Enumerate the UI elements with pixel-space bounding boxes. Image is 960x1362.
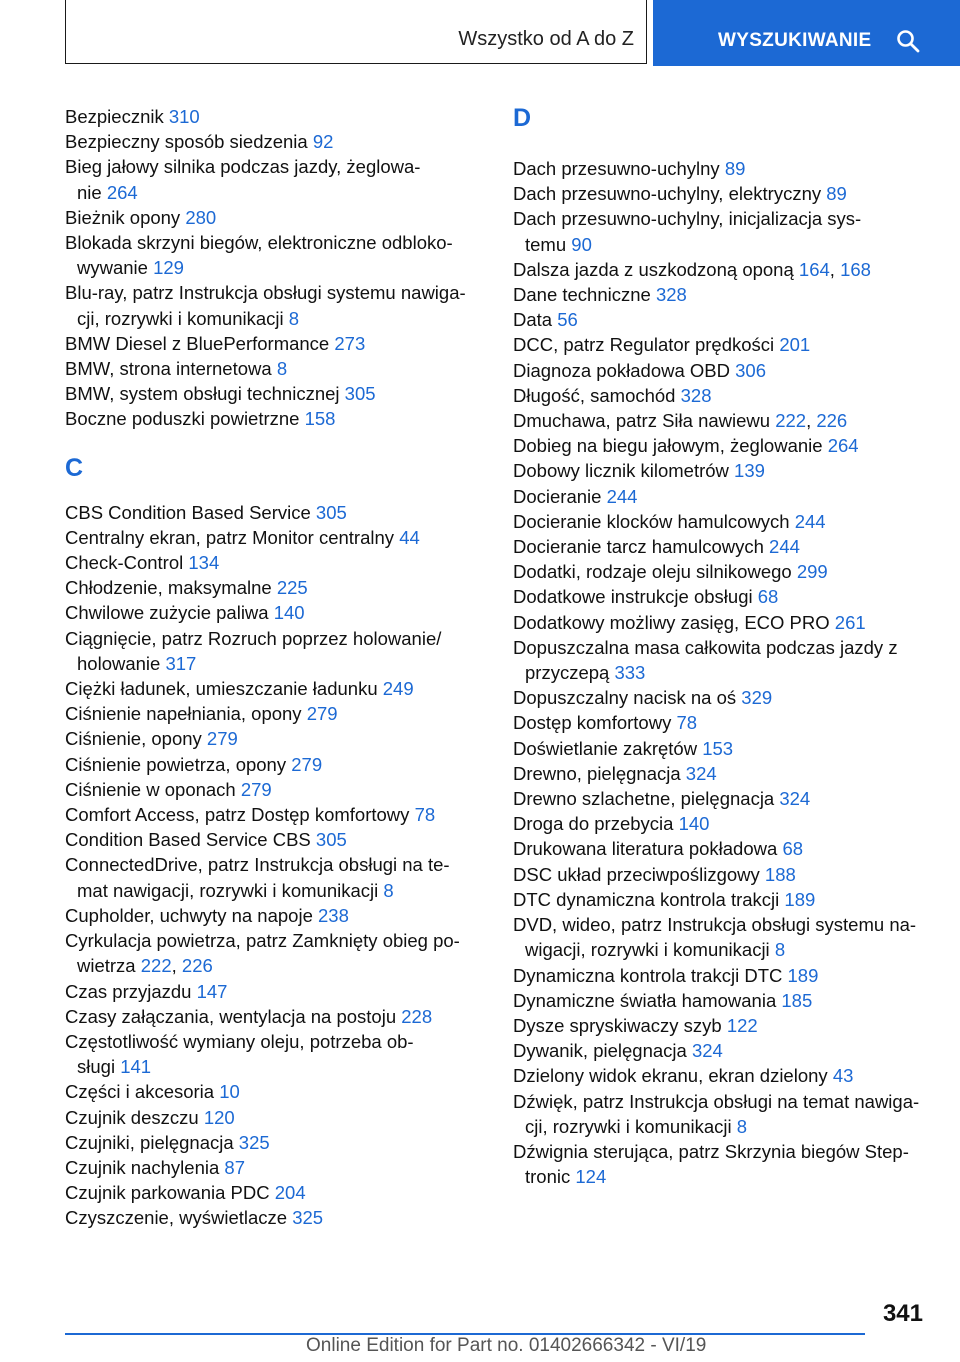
index-column-left	[65, 104, 485, 1231]
page-separator: ,	[171, 955, 182, 977]
entry-text: DSC układ przeciwpoślizgowy	[513, 863, 765, 885]
entry-text: Centralny ekran, patrz Monitor centralny	[65, 526, 400, 548]
page-link[interactable]: 244	[794, 510, 826, 532]
entry-text: Czujnik deszczu	[65, 1106, 204, 1128]
entry-text: Dopuszczalna masa całkowita podczas jazdy z	[513, 636, 898, 658]
page-link[interactable]: 8	[276, 358, 288, 380]
index-entry	[65, 979, 485, 1004]
index-entry	[513, 963, 943, 988]
index-entry	[513, 307, 943, 332]
entry-text: Docieranie tarcz hamulcowych	[513, 536, 770, 558]
page-link[interactable]: 43	[832, 1065, 854, 1087]
page-link[interactable]: 140	[273, 602, 305, 624]
entry-text: Boczne poduszki powietrzne	[65, 408, 305, 430]
index-column-right	[513, 104, 943, 1189]
page-link[interactable]: 306	[735, 359, 767, 381]
page-link[interactable]: 279	[240, 778, 272, 800]
index-entry	[65, 104, 485, 129]
index-entry	[65, 1205, 485, 1230]
page-link[interactable]: 280	[185, 206, 217, 228]
entry-text: Dźwignia sterująca, patrz Skrzynia biegów Step-	[513, 1140, 909, 1162]
entry-text: Dodatkowe instrukcje obsługi	[513, 586, 758, 608]
index-entry	[65, 550, 485, 575]
index-entry	[65, 525, 485, 550]
entry-text-cont: cji, rozrywki i komunikacji	[525, 1115, 737, 1137]
page-link[interactable]: 8	[774, 939, 786, 961]
page-link[interactable]: 92	[312, 131, 334, 153]
index-entry	[513, 710, 943, 735]
index-entry	[513, 1038, 943, 1063]
entry-text: ConnectedDrive, patrz Instrukcja obsługi na te-	[65, 854, 450, 876]
entry-text: Check-Control	[65, 552, 189, 574]
page-link[interactable]: 185	[781, 989, 813, 1011]
entry-text-cont: temu	[525, 233, 572, 255]
index-entry	[513, 736, 943, 761]
entry-text-cont: wigacji, rozrywki i komunikacji	[525, 939, 775, 961]
entry-text-cont: przyczepą	[525, 662, 615, 684]
entry-text: Dane techniczne	[513, 284, 656, 306]
entry-text-cont: mat nawigacji, rozrywki i komunikacji	[77, 879, 384, 901]
index-entry	[513, 811, 943, 836]
page-link[interactable]: 317	[165, 652, 197, 674]
page-link[interactable]: 222	[140, 955, 172, 977]
index-entry	[513, 408, 943, 433]
index-entry	[513, 458, 943, 483]
page-link[interactable]: 8	[383, 879, 394, 901]
entry-text: BMW, system obsługi technicznej	[65, 383, 345, 405]
index-entry	[65, 1079, 485, 1104]
page-link[interactable]: 299	[796, 561, 828, 583]
index-entry	[513, 358, 943, 383]
page-link[interactable]: 249	[382, 678, 414, 700]
page-link[interactable]: 226	[816, 410, 848, 432]
page-link[interactable]: 122	[726, 1014, 758, 1036]
entry-text: Dodatki, rodzaje oleju silnikowego	[513, 561, 797, 583]
index-entry	[513, 332, 943, 357]
index-entry	[65, 827, 485, 852]
entry-text: Dynamiczne światła hamowania	[513, 989, 782, 1011]
entry-text: CBS Condition Based Service	[65, 501, 316, 523]
index-entry	[65, 154, 485, 204]
entry-text: Cyrkulacja powietrza, patrz Zamknięty obieg po-	[65, 930, 460, 952]
entry-text-cont: holowanie	[77, 652, 166, 674]
entry-text: DTC dynamiczna kontrola trakcji	[513, 888, 785, 910]
page-link[interactable]: 228	[401, 1005, 433, 1027]
entry-text: Condition Based Service CBS	[65, 829, 316, 851]
page-link[interactable]: 120	[203, 1106, 235, 1128]
page-link[interactable]: 90	[571, 233, 592, 255]
entry-text: DCC, patrz Regulator prędkości	[513, 334, 780, 356]
page-link[interactable]: 273	[334, 332, 366, 354]
entry-text-cont: cji, rozrywki i komunikacji	[77, 307, 289, 329]
page-link[interactable]: 89	[724, 158, 746, 179]
entry-text: Częstotliwość wymiany oleju, potrzeba ob-	[65, 1030, 414, 1052]
page-link[interactable]: 141	[120, 1056, 152, 1078]
index-entry	[513, 610, 943, 635]
entry-continuation	[65, 878, 485, 903]
index-entry	[65, 1130, 485, 1155]
page-link[interactable]: 78	[414, 804, 436, 826]
page-link[interactable]: 310	[168, 106, 200, 127]
entry-text: Dalsza jazda z uszkodzoną oponą	[513, 258, 799, 280]
page-link[interactable]: 225	[276, 577, 308, 599]
page-link[interactable]: 189	[787, 964, 819, 986]
entry-text: Ciągnięcie, patrz Rozruch poprzez holowanie/	[65, 627, 442, 649]
page-link[interactable]: 189	[784, 888, 816, 910]
page-link[interactable]: 238	[318, 904, 349, 926]
entry-text: Dywanik, pielęgnacja	[513, 1040, 692, 1062]
entry-text-cont: wietrza	[77, 955, 141, 977]
a-to-z-tab-label: Wszystko od A do Z	[458, 28, 634, 50]
index-entry	[65, 676, 485, 701]
page-link[interactable]: 10	[219, 1081, 240, 1103]
entry-text: DVD, wideo, patrz Instrukcja obsługi systemu na-	[513, 914, 917, 936]
index-entry	[65, 205, 485, 230]
entry-text: Drukowana literatura pokładowa	[513, 838, 783, 860]
page-link[interactable]: 333	[614, 662, 646, 684]
entry-text-cont: sługi	[77, 1056, 121, 1078]
entry-text: Dobieg na biegu jałowym, żeglowanie	[513, 435, 828, 457]
index-entry	[513, 761, 943, 786]
page-link[interactable]: 305	[315, 829, 347, 851]
page-link[interactable]: 87	[224, 1156, 245, 1178]
entry-text: Czujnik parkowania PDC	[65, 1182, 275, 1204]
index-entry	[65, 777, 485, 802]
entry-text: BMW Diesel z BluePerformance	[65, 332, 335, 354]
entry-text: Dzielony widok ekranu, ekran dzielony	[513, 1065, 833, 1087]
entry-text: Dysze spryskiwaczy szyb	[513, 1014, 727, 1036]
index-entry	[513, 559, 943, 584]
entry-text: Dynamiczna kontrola trakcji DTC	[513, 964, 788, 986]
index-entry	[65, 575, 485, 600]
index-entry	[65, 1105, 485, 1130]
index-entry	[513, 1063, 943, 1088]
entry-text: Bezpieczny sposób siedzenia	[65, 131, 313, 153]
page-link[interactable]: 204	[274, 1182, 306, 1204]
page-link[interactable]: 56	[557, 309, 578, 331]
page-link[interactable]: 324	[691, 1040, 723, 1062]
page-link[interactable]: 324	[779, 788, 811, 810]
page-link[interactable]: 305	[344, 383, 376, 405]
entry-text: Chłodzenie, maksymalne	[65, 577, 277, 599]
entry-text: Dostęp komfortowy	[513, 712, 677, 734]
index-group-d	[513, 156, 943, 1189]
entry-continuation	[513, 232, 943, 257]
index-entry	[513, 685, 943, 710]
index-entry	[513, 156, 943, 181]
index-entry	[513, 584, 943, 609]
index-entry	[513, 862, 943, 887]
index-entry	[65, 701, 485, 726]
index-entry	[65, 280, 485, 330]
index-entry	[513, 912, 943, 962]
page-separator: ,	[829, 258, 841, 280]
entry-continuation	[65, 306, 485, 331]
entry-text: Bezpiecznik	[65, 106, 169, 127]
entry-continuation	[513, 660, 943, 685]
page-link[interactable]: 325	[238, 1131, 270, 1153]
index-group-b	[65, 104, 485, 432]
entry-text: Diagnoza pokładowa OBD	[513, 359, 736, 381]
page-link[interactable]: 124	[575, 1166, 607, 1188]
index-entry	[65, 726, 485, 751]
index-entry	[65, 406, 485, 431]
page-link[interactable]: 129	[153, 257, 184, 279]
index-entry	[513, 1089, 943, 1139]
entry-text: Bieg jałowy silnika podczas jazdy, żeglowa-	[65, 156, 421, 178]
index-entry	[513, 257, 943, 282]
a-to-z-tab[interactable]	[65, 0, 647, 64]
entry-continuation	[65, 255, 485, 280]
page-link[interactable]: 244	[769, 536, 800, 558]
index-entry	[65, 230, 485, 280]
entry-continuation	[65, 651, 485, 676]
page-link[interactable]: 244	[606, 485, 638, 507]
index-entry	[65, 1004, 485, 1029]
entry-text: Części i akcesoria	[65, 1081, 220, 1103]
section-letter-d: D	[513, 104, 532, 132]
entry-text: Czas przyjazdu	[65, 980, 197, 1002]
entry-text: Dopuszczalny nacisk na oś	[513, 687, 742, 709]
entry-text: Drewno szlachetne, pielęgnacja	[513, 788, 780, 810]
index-entry	[65, 600, 485, 625]
entry-continuation	[513, 1164, 943, 1189]
entry-text: Bieżnik opony	[65, 206, 186, 228]
page-link[interactable]: 325	[292, 1207, 324, 1229]
entry-text: Drewno, pielęgnacja	[513, 762, 686, 784]
entry-continuation	[513, 937, 943, 962]
entry-text-cont: tronic	[525, 1166, 576, 1188]
page-link[interactable]: 188	[764, 863, 796, 885]
index-entry	[513, 1139, 943, 1189]
entry-text: Docieranie klocków hamulcowych	[513, 510, 795, 532]
entry-text: Dźwięk, patrz Instrukcja obsługi na temat nawiga-	[513, 1090, 920, 1112]
page-separator: ,	[806, 410, 817, 432]
index-group-c	[65, 500, 485, 1231]
index-entry	[65, 1029, 485, 1079]
entry-continuation	[65, 1054, 485, 1079]
index-entry	[513, 282, 943, 307]
page-link[interactable]: 328	[655, 284, 687, 306]
section-letter-c: C	[65, 453, 84, 482]
index-entry	[65, 852, 485, 902]
index-entry	[513, 635, 943, 685]
entry-continuation	[513, 1114, 943, 1139]
entry-text: Comfort Access, patrz Dostęp komfortowy	[65, 804, 415, 826]
entry-continuation	[65, 953, 485, 978]
page-link[interactable]: 8	[736, 1115, 748, 1137]
entry-text: Chwilowe zużycie paliwa	[65, 602, 274, 624]
index-entry	[513, 433, 943, 458]
page-link[interactable]: 328	[680, 384, 712, 406]
index-entry	[513, 383, 943, 408]
index-entry	[65, 1155, 485, 1180]
index-entry	[513, 1013, 943, 1038]
page-link[interactable]: 153	[702, 737, 734, 759]
index-entry	[65, 1180, 485, 1205]
entry-text: Ciśnienie, opony	[65, 728, 207, 750]
index-entry	[513, 206, 943, 256]
page-number: 341	[882, 1300, 923, 1327]
entry-text: Ciśnienie w oponach	[65, 778, 241, 800]
page-link[interactable]: 264	[106, 181, 138, 203]
index-entry	[513, 181, 943, 206]
entry-text: Blu-ray, patrz Instrukcja obsługi systemu nawiga-	[65, 282, 466, 304]
entry-text: Dmuchawa, patrz Siła nawiewu	[513, 410, 776, 432]
entry-text: Droga do przebycia	[513, 813, 679, 835]
index-entry	[65, 129, 485, 154]
entry-text: Dach przesuwno-uchylny, inicjalizacja sys-	[513, 208, 862, 230]
page-link[interactable]: 329	[741, 687, 773, 709]
page-link[interactable]: 222	[775, 410, 807, 432]
search-icon	[896, 29, 920, 53]
entry-text: Docieranie	[513, 485, 607, 507]
page-link[interactable]: 279	[291, 753, 323, 775]
index-entry	[65, 928, 485, 978]
page-link[interactable]: 164	[798, 258, 830, 280]
page-link[interactable]: 324	[685, 762, 717, 784]
top-navigation	[0, 0, 960, 66]
index-entry	[65, 903, 485, 928]
entry-text: Dach przesuwno-uchylny, elektryczny	[513, 183, 827, 205]
page-link[interactable]: 134	[188, 552, 220, 574]
index-entry	[513, 786, 943, 811]
index-entry	[65, 356, 485, 381]
page-link[interactable]: 68	[782, 838, 804, 860]
page-link[interactable]: 44	[399, 526, 420, 548]
page-link[interactable]: 279	[306, 703, 338, 725]
page-link[interactable]: 139	[734, 460, 765, 482]
entry-text: Ciężki ładunek, umieszczanie ładunku	[65, 678, 383, 700]
entry-text: Długość, samochód	[513, 384, 681, 406]
index-entry	[65, 802, 485, 827]
page-link[interactable]: 226	[181, 955, 213, 977]
index-entry	[513, 534, 943, 559]
entry-text-cont: wywanie	[77, 257, 154, 279]
entry-text: Czyszczenie, wyświetlacze	[65, 1207, 293, 1229]
index-entry	[513, 509, 943, 534]
index-entry	[65, 331, 485, 356]
index-entry	[65, 752, 485, 777]
page-link[interactable]: 264	[827, 435, 859, 457]
index-entry	[513, 836, 943, 861]
entry-text: Blokada skrzyni biegów, elektroniczne odbloko-	[65, 232, 453, 254]
page-link[interactable]: 279	[206, 728, 238, 750]
index-entry	[513, 887, 943, 912]
entry-text: Dodatkowy możliwy zasięg, ECO PRO	[513, 611, 835, 633]
search-label: WYSZUKIWANIE	[718, 30, 872, 51]
page-link[interactable]: 140	[678, 813, 710, 835]
entry-text: Ciśnienie napełniania, opony	[65, 703, 307, 725]
page-link[interactable]: 158	[304, 408, 336, 430]
page-link[interactable]: 89	[826, 183, 847, 205]
entry-text: Ciśnienie powietrza, opony	[65, 753, 292, 775]
entry-text: Cupholder, uchwyty na napoje	[65, 904, 319, 926]
page-link[interactable]: 8	[288, 307, 300, 329]
entry-text: Dach przesuwno-uchylny	[513, 158, 725, 179]
index-entry	[65, 381, 485, 406]
entry-text: Dobowy licznik kilometrów	[513, 460, 735, 482]
page-link[interactable]: 261	[834, 611, 866, 633]
entry-continuation	[65, 180, 485, 205]
entry-text-cont: nie	[77, 181, 107, 203]
entry-text: Czasy załączania, wentylacja na postoju	[65, 1005, 402, 1027]
page-link[interactable]: 305	[315, 501, 347, 523]
page-link[interactable]: 78	[676, 712, 698, 734]
entry-text: Czujniki, pielęgnacja	[65, 1131, 239, 1153]
entry-text: Czujnik nachylenia	[65, 1156, 225, 1178]
page-link[interactable]: 168	[840, 258, 871, 280]
edition-footer: Online Edition for Part no. 01402666342 - VI/19	[306, 1335, 707, 1356]
index-entry	[65, 626, 485, 676]
entry-text: Data	[513, 309, 558, 331]
entry-text: Doświetlanie zakrętów	[513, 737, 703, 759]
index-entry	[513, 988, 943, 1013]
search-button[interactable]	[653, 0, 960, 66]
page-link[interactable]: 68	[757, 586, 779, 608]
page-link[interactable]: 147	[196, 980, 228, 1002]
index-entry	[513, 484, 943, 509]
page-link[interactable]: 201	[779, 334, 811, 356]
entry-text: BMW, strona internetowa	[65, 358, 277, 380]
index-entry	[65, 500, 485, 525]
